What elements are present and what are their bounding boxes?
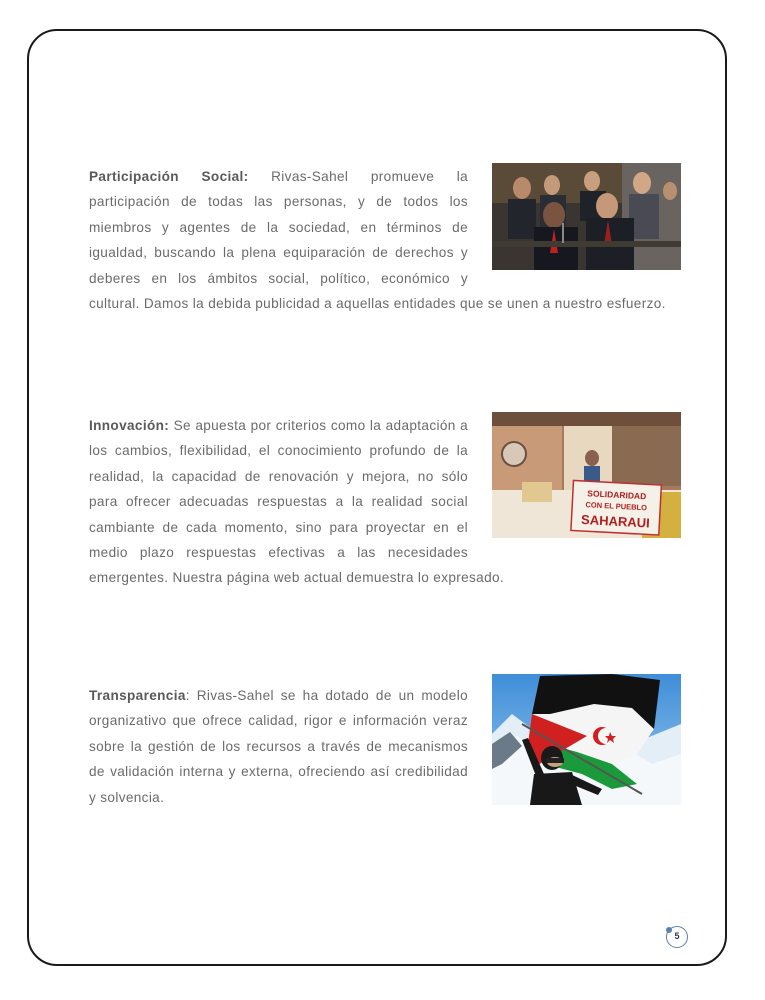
text-transparencia: : Rivas-Sahel se ha dotado de un modelo organizativo que ofrece calidad, rigor e información veraz sobre la gestión de los recursos a través de mecanismos de validación interna y externa, ofreciendo así credibilidad y solvencia. (89, 688, 468, 805)
text-participacion-social: Rivas-Sahel promueve la participación de todas las personas, y de todos los miembros y agentes de la sociedad, en términos de igualdad, buscando la plena equiparación de derechos y deberes en los ámbitos social, político, económico y cultural. Damos la debida publicidad a aquellas entidades que se unen a nuestro esfuerzo. (89, 169, 666, 312)
photo-un-assembly (492, 163, 681, 270)
section-transparencia (89, 683, 681, 810)
heading-innovacion: Innovación: (89, 418, 170, 433)
heading-participacion-social: Participación Social: (89, 169, 249, 184)
banner-text-line3: SAHARAUI (580, 511, 651, 531)
section-participacion-social (89, 164, 681, 316)
section-innovacion (89, 413, 681, 591)
photo-solidaridad-banner (492, 412, 681, 538)
page-number: 5 (666, 926, 688, 948)
photo-sahrawi-flag (492, 674, 681, 805)
banner-text-line1: SOLIDARIDAD (587, 488, 647, 502)
banner-text-line2: CON EL PUEBLO (585, 500, 648, 513)
page-number-dot-icon (666, 927, 672, 933)
heading-transparencia: Transparencia (89, 688, 186, 703)
text-innovacion: Se apuesta por criterios como la adaptación a los cambios, flexibilidad, el conocimiento profundo de la realidad, la capacidad de renovación y mejora, no sólo para ofrecer adecuadas respuestas a la realidad social cambiante de cada momento, sino para proyectar en el medio plazo respuestas efectivas a las necesidades emergentes. Nuestra página web actual demuestra lo expresado. (89, 418, 505, 586)
